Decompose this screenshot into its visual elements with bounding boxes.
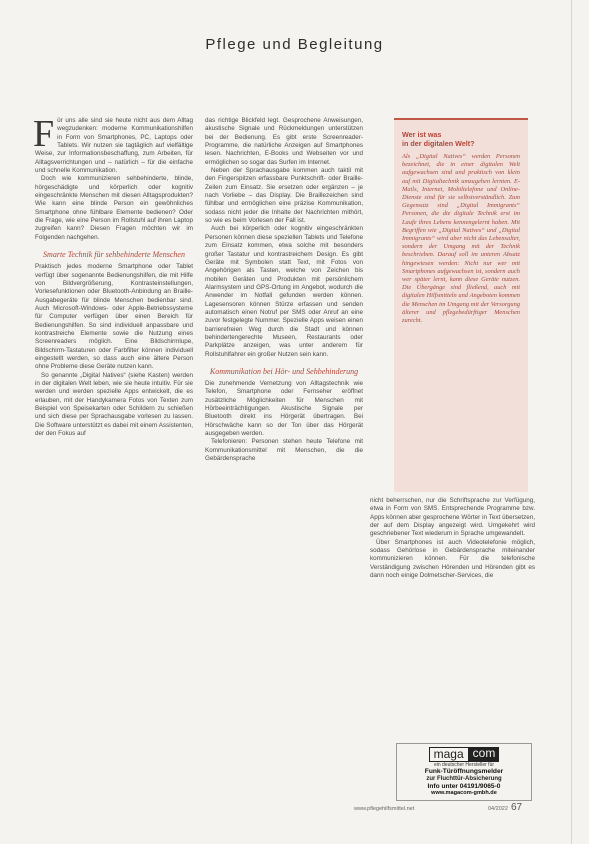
logo-left-part: maga [429,747,469,762]
logo-right-part: com [469,747,500,762]
body-paragraph: Über Smartphones ist auch Videotelefonie möglich, sodass Gehörlose in Gebärdensprache miteinander kommunizieren können. Für die telefonische Verständigung zwischen Hörenden und Hörenden gibt es dann noch einige Dolmetscher-Services, die [370,538,535,580]
ad-website[interactable]: www.magacom-gmbh.de [431,790,497,796]
body-paragraph: Auch bei körperlich oder kognitiv eingeschränkten Personen können diese speziellen Tablets und Telefone zum Einsatz kommen, etwa solche mit besonders großer Tastatur und kontrastreichem Design. Es gibt Geräte mit Symbolen statt Text, mit Fotos von Angehörigen als Tasten, welche von Zeichen bis mobilen Geräten und Produkten mit persönlichem Alarmsystem und GPS-Ortung im Angebot, wodurch die Anwender im Notfall gefunden werden können. Lagesensoren können Stürze erfassen und senden automatisch einen Notruf per SMS oder Anruf an eine zuvor festgelegte Nummer. Spezielle Apps weisen einen barrierefreien Weg durch die Stadt und können behindertengerechte Museen, Restaurants oder Parkplätze anzeigen, was unter anderem für Rollstuhlfahrer ein großer Nutzen sein kann. [205,225,363,358]
article-column-3 [370,497,535,580]
body-paragraph: das richtige Blickfeld legt. Gesprochene Anweisungen, akustische Signale und Rückmeldungen unterstützen bei der Bedienung. Es gibt erste Screenreader-Programme, die natürliche Anzeigen auf Smartphones lesen. Nachrichten, E-Books und Webseiten vor und ermöglichen so sogar das Surfen im Internet. [205,117,363,166]
magacom-logo [397,747,531,762]
gutter-line [571,0,572,844]
ad-product-subline: zur Fluchttür-Absicherung [426,775,502,782]
body-paragraph: Doch wie kommunizieren sehbehinderte, blinde, hörgeschädigte und körperlich oder kognitiv eingeschränkte Menschen mit diesen Alltagsprodukten? Wie kann eine blinde Person ein gewöhnliches Smartphone ohne fühlbare Elemente bedienen? Oder die Frage, wie eine Person im Rollstuhl auf ihren Laptop zugreifen kann? Diesen Fragen möchten wir im Folgenden nachgehen. [35,175,193,241]
body-paragraph: So genannte „Digital Natives“ (siehe Kasten) werden in der digitalen Welt leben, wie sie heute intuitiv. Für sie werden und werden spezielle Apps entwickelt, die es erlauben, mit der Handykamera Fotos von Texten zum Beispiel von Speisekarten oder Schildern zu schießen und sich diese per Sprachausgabe vorlesen zu lassen. Die Software unterstützt es dabei mit einem Assistenten, der den Fokus auf [35,371,193,438]
intro-paragraph: ür uns alle sind sie heute nicht aus dem Alltag wegzudenken: moderne Kommunikationshilfen in Form von Smartphones, PC, Laptops oder Tablets. Wir nutzen sie tagtäglich auf vielfältige Weise, zur Informationsbeschaffung, zum Arbeiten, für Alltagsverrichtungen und – natürlich – für die einfache und schnelle Kommunikation. [35,117,193,175]
info-box [394,118,528,492]
body-paragraph: Telefonieren: Personen stehen heute Telefone mit Kommunikationsmittel mit Menschen, die die Gebärdensprache [205,438,363,463]
article-column-1 [33,113,193,438]
body-paragraph: nicht beherrschen, nur die Schriftsprache zur Verfügung, etwa in Form von SMS. Entsprechende Programme bzw. Apps können aber gesprochene Wörter in Text übersetzen, der auf dem Display angezeigt wird. Umgekehrt wird geschriebener Text wiederum in Sprache umgewandelt. [370,497,535,538]
info-box-title [402,130,520,148]
info-box-title-line: Wer ist was [402,130,442,139]
ad-tagline: ein deutscher Hersteller für [433,762,495,768]
page-number: 67 [511,802,523,813]
body-paragraph: Neben der Sprachausgabe kommen auch taktil mit den Fingerspitzen erfassbare Punktschrift- oder Braille-Zeilen zum Einsatz. Sie ersetzen oder ergänzen – je nach Vorliebe – das Display. Die Braillezeichen sind fühlbar und ermöglichen eine präzise Kommunikation, sodass nicht jeder die Inhalte der Nachrichten mithört, so wie es beim Vorlesen der Fall ist. [205,167,363,225]
drop-cap: F [33,113,55,155]
info-box-text: Als „Digital Natives“ werden Personen bezeichnet, die in einer digitalen Welt aufgewachsen sind und praktisch von klein auf mit Digitaltechnik umzugehen lernten. E-Mails, Internet, Mobiltelefone und Online-Dienste sind für sie selbstverständlich. Zum Gegensatz sind „Digital Immigrants“ Personen, die die digitale Technik erst im Laufe ihres Lebens kennengelernt haben. Mit Begriffen wie „Digital Natives“ und „Digital Immigrants“ wird aber nicht das Lebensalter, sondern der Umgang mit der Technik beschrieben. Darauf soll im unteren Absatz hingewiesen werden: Nicht nur wer mit Smartphones aufgewachsen ist, sondern auch wer später lernt, kann diese Geräte nutzen. Die Übergänge sind fließend, auch mit digitalen Hilfsmitteln und Angeboten kommen die Menschen im Umgang mit der Versorgung älterer und pflegebedürftiger Menschen zurecht. [402,153,520,325]
article-column-2 [205,117,363,463]
footer-issue: 04/2022 [488,806,508,812]
ad-phone: Info unter 04191/9065-0 [427,782,501,790]
body-paragraph: Die zunehmende Vernetzung von Alltagstechnik wie Telefon, Smartphone oder Fernseher eröffnet zusätzliche Möglichkeiten für Menschen mit Hörbeeinträchtigungen. Akustische Signale per Bluetooth direkt ins Hörgerät übertragen. Bei Hörschwäche kann so der Ton über das Hörgerät ausgegeben werden. [205,379,363,438]
info-box-title-line: in der digitalen Welt? [402,139,475,148]
footer-website[interactable]: www.pflegehilfsmittel.net [354,806,415,812]
page-title: Pflege und Begleitung [205,36,384,53]
subheading-communication: Kommunikation bei Hör- und Sehbehinderung [209,366,359,376]
subheading-smart-tech: Smarte Technik für sehbehinderte Menschen [43,250,185,260]
advertisement[interactable] [396,743,532,801]
body-paragraph: Praktisch jedes moderne Smartphone oder Tablet verfügt über sogenannte Bedienungshilfen, die mit Hilfe von Bildvergrößerung, Kontrasteinstellungen, Vorlesefunktionen oder Bluetooth-Anbindung an Braille-Ausgabegeräte für blinde Menschen bedienbar sind. Auch Microsoft-Windows- oder Apple-Betriebssysteme für Computer verfügen über einen Bereich für Bedienungshilfen. So sind individuell anpassbare und kontrastreiche Elemente sowie die Nutzung eines Screenreaders möglich. Eine Bildschirmlupe, Bildschirm-Tastaturen oder Farbfilter können individuell eingestellt werden, so dass auch eine ältere Person ohne Probleme diese Geräte nutzen kann. [35,263,193,371]
ad-product-line: Funk-Türöffnungsmelder [424,768,504,775]
